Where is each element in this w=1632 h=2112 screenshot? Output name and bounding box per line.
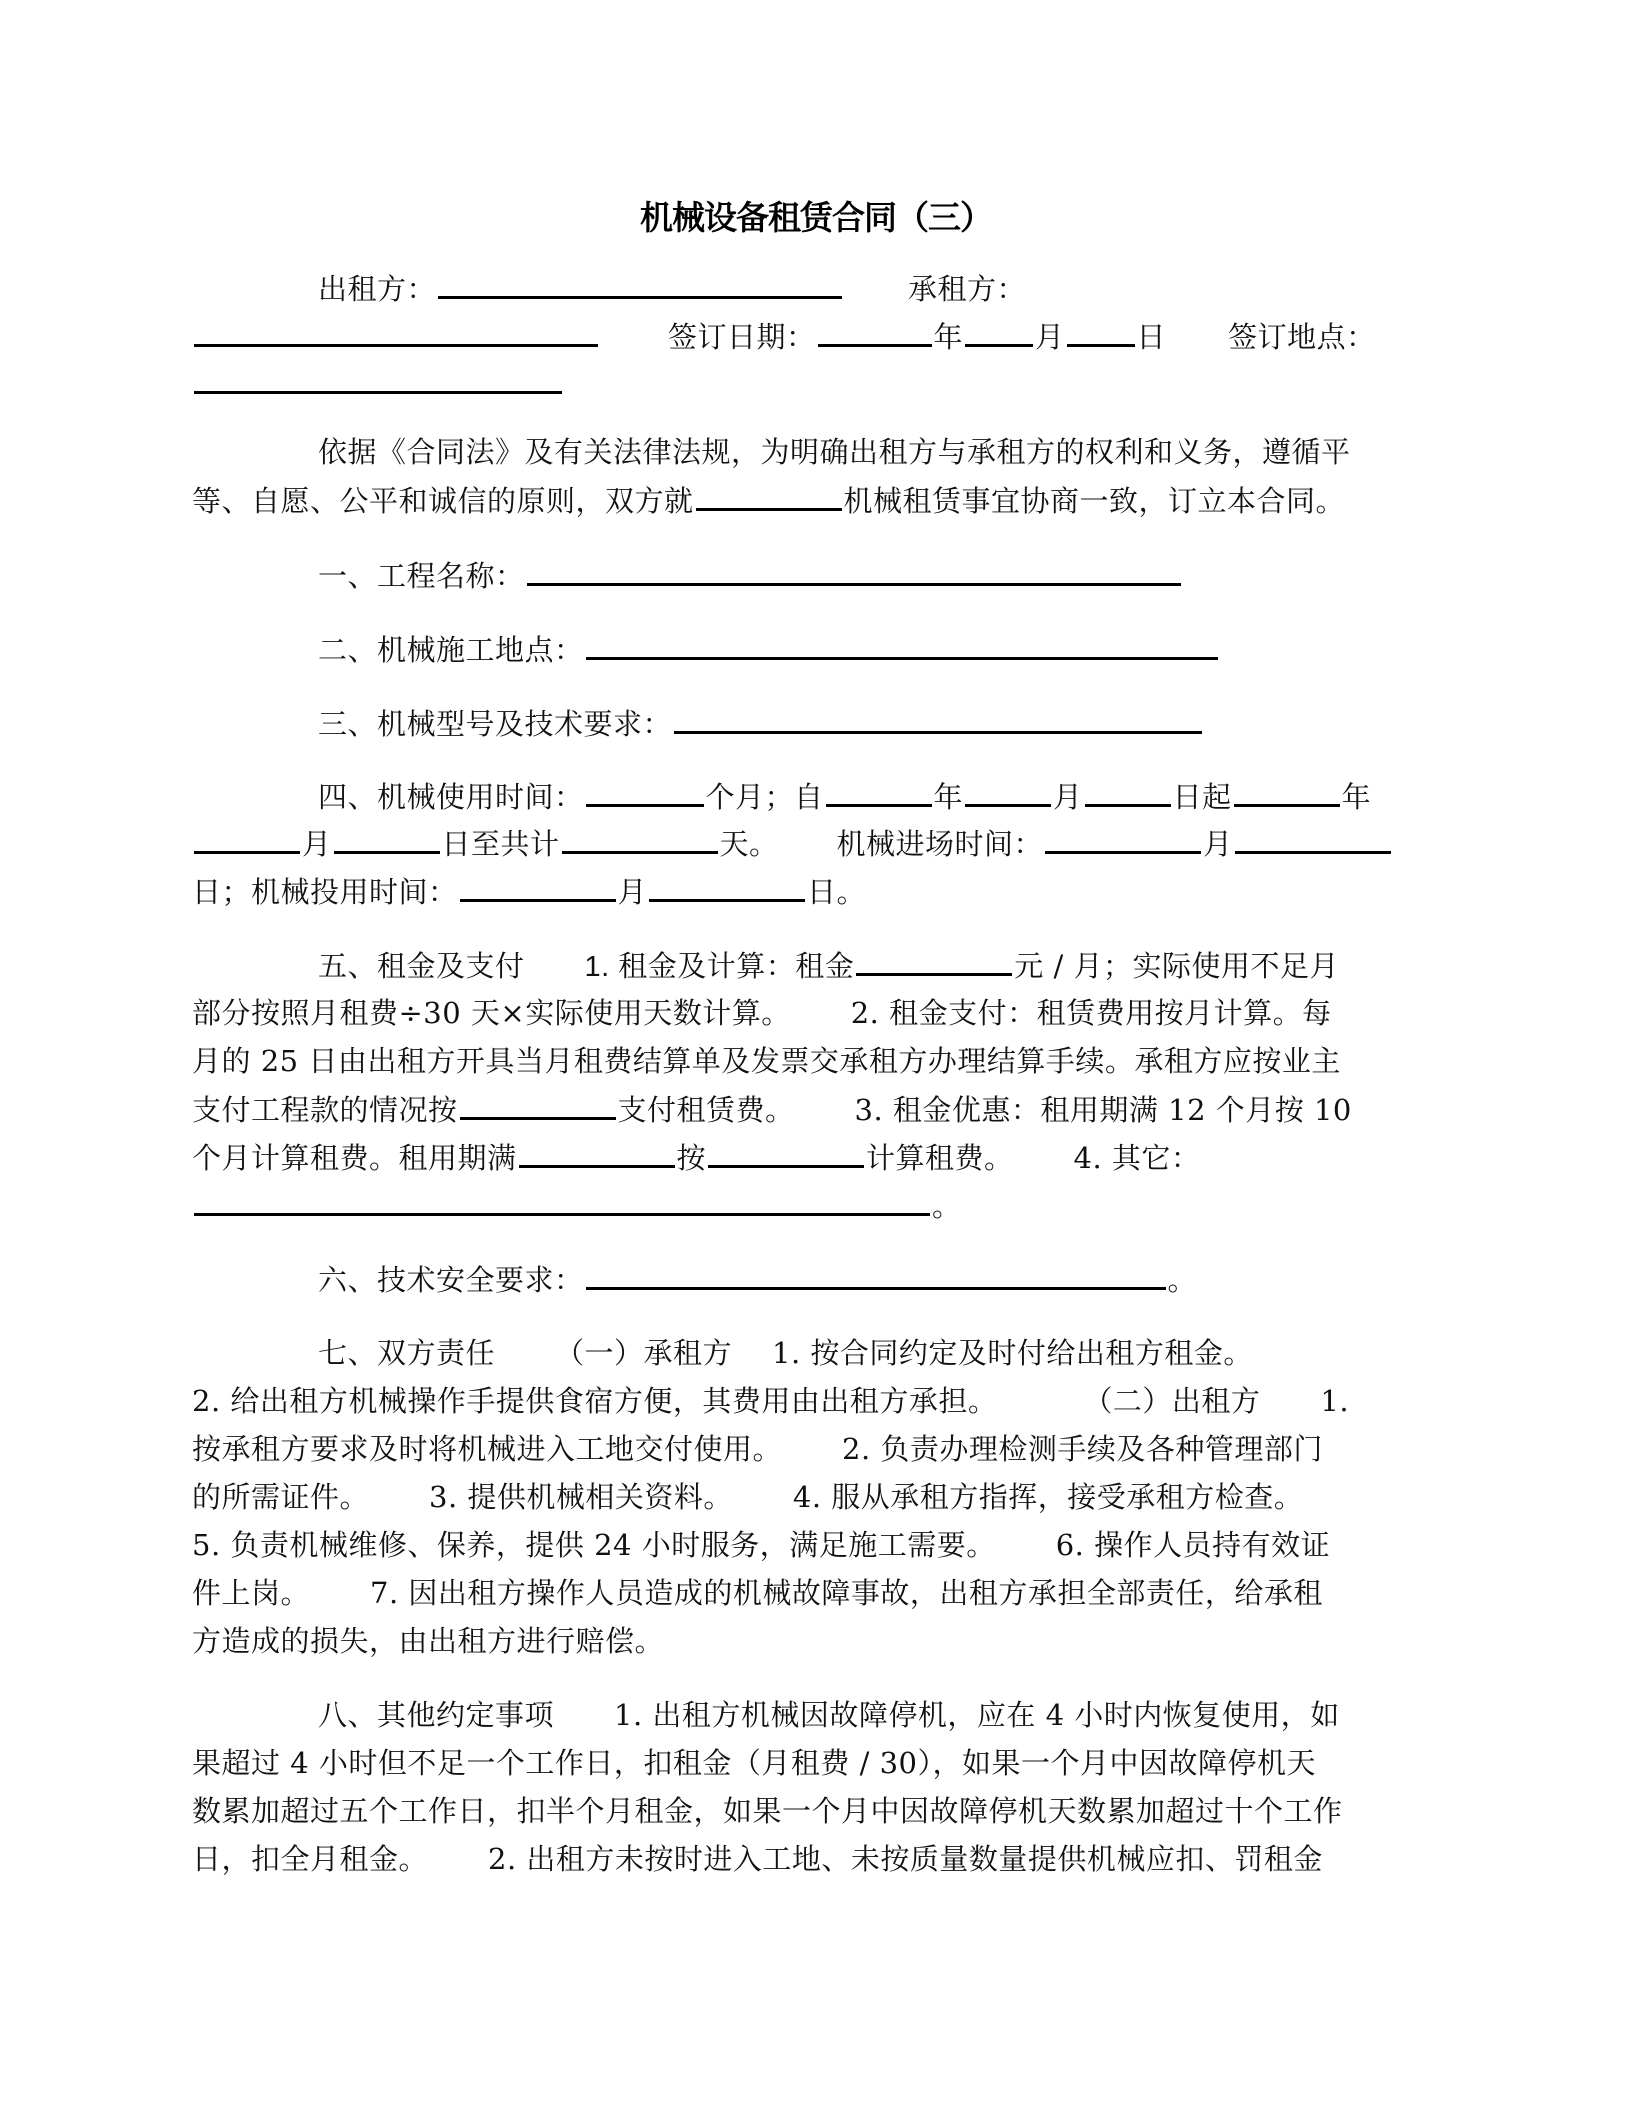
model-blank[interactable] (674, 703, 1202, 734)
total-days-blank[interactable] (562, 823, 718, 854)
section-1 (318, 555, 1183, 596)
rent-unit-text: 元 / 月；实际使用不足月 (1014, 949, 1339, 983)
lessee-label: 承租方： (908, 272, 1027, 306)
s7-text-6b: 7. 因出租方操作人员造成的机械故障事故，出租方承担全部责任，给承租 (370, 1576, 1323, 1610)
rent-payment-heading: 五、租金及支付 (318, 949, 525, 983)
end-day-blank[interactable] (334, 823, 440, 854)
safety-label: 六、技术安全要求： (318, 1263, 584, 1297)
section-5-line-2 (192, 993, 1332, 1033)
s8-text-4b: 2. 出租方未按时进入工地、未按质量数量提供机械应扣、罚租金 (488, 1842, 1323, 1876)
preamble-line-1: 依据《合同法》及有关法律法规，为明确出租方与承租方的权利和义务，遵循平 (318, 435, 1351, 469)
s8-text-1b: 1. 出租方机械因故障停机，应在 4 小时内恢复使用，如 (614, 1698, 1340, 1732)
responsibilities-heading: 七、双方责任 (318, 1336, 496, 1370)
preamble-line-2 (192, 480, 1345, 521)
s7-text-4b: 3. 提供机械相关资料。 (429, 1480, 733, 1514)
s7-text-4c: 4. 服从承租方指挥，接受承租方检查。 (792, 1480, 1304, 1514)
section-8-line-2: 果超过 4 小时但不足一个工作日，扣租金（月租费 / 30），如果一个月中因故障停机天 (192, 1746, 1316, 1780)
s8-text-4a: 日，扣全月租金。 (192, 1842, 429, 1876)
day-label: 日 (1136, 320, 1167, 354)
section-5-line-6 (192, 1185, 962, 1226)
section-4-line-1 (318, 776, 1371, 817)
section-5-line-3: 月的 25 日由出租方开具当月租费结算单及发票交承租方办理结算手续。承租方应按业主 (192, 1044, 1341, 1078)
s4-text-m: 月 (617, 875, 648, 909)
s5-text-4b: 支付租赁费。 (617, 1093, 795, 1127)
site-blank[interactable] (586, 629, 1218, 660)
s7-text-3b: 2. 负责办理检测手续及各种管理部门 (842, 1432, 1323, 1466)
s4-text-e: 日起 (1172, 780, 1232, 814)
s4-text-c: 年 (933, 780, 964, 814)
s4-text-i: 天。 (719, 827, 779, 861)
section-8-line-4 (192, 1839, 1323, 1879)
section-3 (318, 703, 1204, 744)
project-name-blank[interactable] (527, 555, 1181, 586)
sign-date-label: 签订日期： (668, 320, 816, 354)
preamble-text-a: 等、自愿、公平和诚信的原则，双方就 (192, 484, 694, 518)
section-7-line-7: 方造成的损失，由出租方进行赔偿。 (192, 1624, 665, 1658)
s5-text-2b: 2. 租金支付：租赁费用按月计算。每 (850, 996, 1332, 1030)
discount-period-blank[interactable] (519, 1137, 675, 1168)
lessor-subheading: （二）出租方 (1083, 1384, 1261, 1418)
safety-blank[interactable] (586, 1259, 1166, 1290)
s6-end: 。 (1167, 1263, 1198, 1297)
sign-place-blank[interactable] (194, 363, 562, 394)
other-terms-blank[interactable] (194, 1185, 930, 1216)
lessor-label: 出租方： (318, 272, 437, 306)
s4-text-b: 个月；自 (705, 780, 824, 814)
entry-month-blank[interactable] (1045, 823, 1201, 854)
s4-text-k: 月 (1203, 827, 1233, 861)
machine-type-blank[interactable] (696, 480, 842, 511)
section-4-line-2 (192, 823, 1393, 864)
s5-text-5a: 个月计算租费。租用期满 (192, 1141, 517, 1175)
section-7-line-3 (192, 1429, 1323, 1469)
s5-text-6: 。 (932, 1189, 962, 1223)
section-7-line-4 (192, 1477, 1303, 1517)
site-label: 二、机械施工地点： (318, 633, 584, 667)
section-6 (318, 1259, 1197, 1300)
end-year-blank[interactable] (1234, 776, 1340, 807)
s7-text-3a: 按承租方要求及时将机械进入工地交付使用。 (192, 1432, 783, 1466)
section-4-line-3 (192, 871, 866, 912)
s7-text-5b: 6. 操作人员持有效证 (1055, 1528, 1331, 1562)
other-terms-heading: 八、其他约定事项 (318, 1698, 555, 1732)
model-label: 三、机械型号及技术要求： (318, 707, 673, 741)
rent-calc-text: 1. 租金及计算：租金 (584, 951, 855, 983)
section-5-line-1 (318, 945, 1339, 987)
sign-month-blank[interactable] (965, 316, 1033, 347)
document-title: 机械设备租赁合同（三） (640, 198, 992, 237)
year-label: 年 (933, 320, 964, 354)
lessor-blank[interactable] (438, 268, 842, 299)
commission-month-blank[interactable] (460, 871, 616, 902)
section-7-line-1 (318, 1333, 1253, 1373)
section-5-line-5 (192, 1137, 1200, 1178)
s7-text-2a: 2. 给出租方机械操作手提供食宿方便，其费用由出租方承担。 (192, 1384, 998, 1418)
s5-text-5b: 按 (676, 1141, 707, 1175)
s4-text-f: 年 (1341, 780, 1372, 814)
preamble-text-b: 机械租赁事宜协商一致，订立本合同。 (843, 484, 1346, 518)
entry-time-label: 机械进场时间： (836, 827, 1044, 861)
s7-text-2c: 1. (1320, 1384, 1350, 1418)
discount-basis-blank[interactable] (708, 1137, 864, 1168)
section-5-line-4 (192, 1089, 1352, 1130)
s7-text-1c: 1. 按合同约定及时付给出租方租金。 (772, 1336, 1253, 1370)
s5-text-5d: 4. 其它： (1073, 1141, 1201, 1175)
date-line (192, 316, 1376, 357)
payment-basis-blank[interactable] (460, 1089, 616, 1120)
section-8-line-1 (318, 1695, 1340, 1735)
lessee-blank[interactable] (194, 316, 598, 347)
commission-day-blank[interactable] (649, 871, 805, 902)
entry-day-blank[interactable] (1235, 823, 1391, 854)
section-2 (318, 629, 1220, 670)
s5-text-4a: 支付工程款的情况按 (192, 1093, 458, 1127)
start-year-blank[interactable] (826, 776, 932, 807)
s5-text-4c: 3. 租金优惠：租用期满 12 个月按 10 (854, 1093, 1352, 1127)
section-8-line-3: 数累加超过五个工作日，扣半个月租金，如果一个月中因故障停机天数累加超过十个工作 (192, 1794, 1343, 1828)
rent-amount-blank[interactable] (856, 945, 1012, 976)
parties-line (318, 268, 1026, 309)
s5-text-2a: 部分按照月租费÷30 天×实际使用天数计算。 (192, 996, 791, 1030)
end-month-blank[interactable] (194, 823, 300, 854)
section-7-line-5 (192, 1525, 1330, 1565)
place-line (192, 363, 564, 404)
section-7-line-2 (192, 1381, 1349, 1421)
start-day-blank[interactable] (1085, 776, 1171, 807)
s4-text-d: 月 (1053, 780, 1083, 814)
s7-text-5a: 5. 负责机械维修、保养，提供 24 小时服务，满足施工需要。 (192, 1528, 996, 1562)
start-month-blank[interactable] (965, 776, 1051, 807)
sign-year-blank[interactable] (818, 316, 932, 347)
sign-day-blank[interactable] (1067, 316, 1135, 347)
commission-time-label: 日；机械投用时间： (192, 875, 458, 909)
s7-text-6a: 件上岗。 (192, 1576, 311, 1610)
project-name-label: 一、工程名称： (318, 559, 525, 593)
usage-time-label: 四、机械使用时间： (318, 780, 584, 814)
section-7-line-6 (192, 1573, 1323, 1613)
sign-place-label: 签订地点： (1228, 320, 1376, 354)
month-label: 月 (1035, 320, 1065, 354)
s7-text-4a: 的所需证件。 (192, 1480, 370, 1514)
s5-text-5c: 计算租费。 (866, 1141, 1014, 1175)
s4-text-g: 月 (302, 827, 332, 861)
lessee-subheading: （一）承租方 (555, 1336, 733, 1370)
months-blank[interactable] (586, 776, 704, 807)
s4-text-n: 日。 (807, 875, 867, 909)
s4-text-h: 日至共计 (441, 827, 560, 861)
